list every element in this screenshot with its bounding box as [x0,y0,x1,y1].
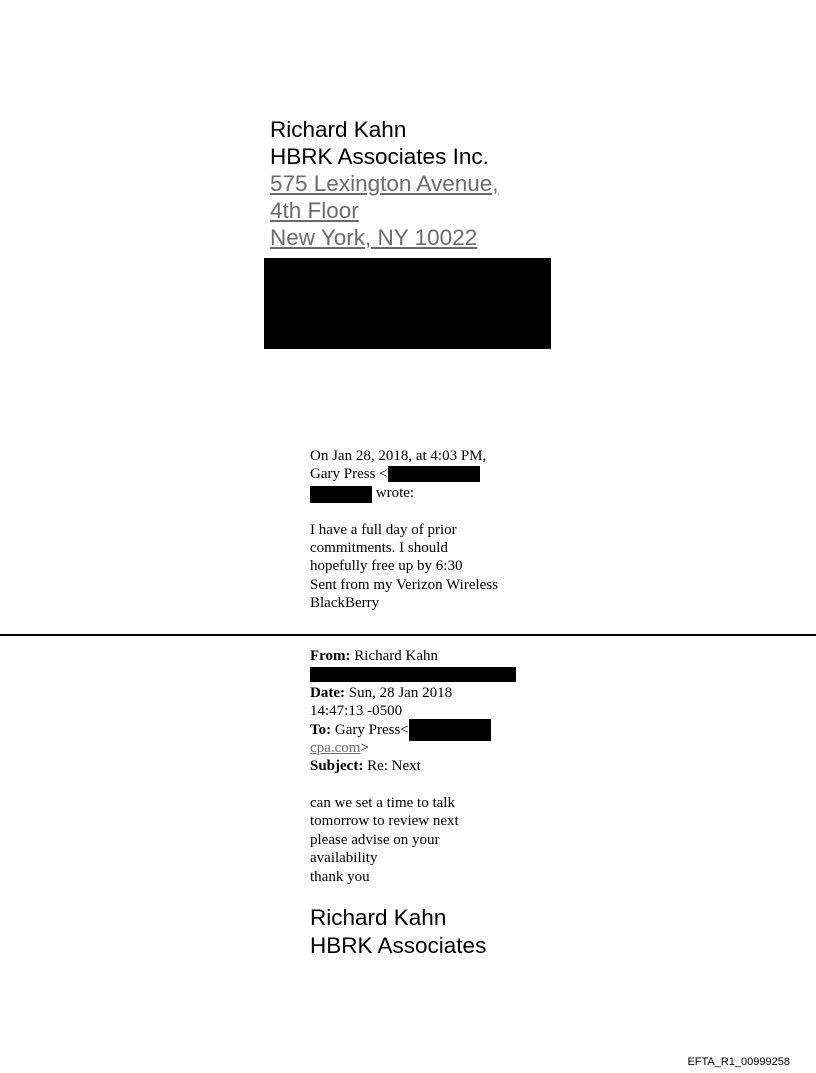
date-line [310,684,550,702]
message-header [310,647,550,776]
reply-body-line: I have a full day of prior [310,521,457,538]
body-line: can we set a time to talk [310,795,455,811]
subject-value: Re: Next [363,758,421,775]
address-line-2-link[interactable]: 4th Floor [270,198,359,223]
signature-name: Richard Kahn [310,905,447,930]
address-line-3-link[interactable]: New York, NY 10022 [270,225,478,250]
to-line [310,721,550,739]
address-line-1-link[interactable]: 575 Lexington Avenue, [270,171,499,196]
from-label: From: [310,648,351,664]
message-body [310,794,459,886]
reply-sender-name: Gary Press < [310,466,388,483]
signature-company: HBRK Associates Inc. [270,144,489,169]
redaction-box [264,258,551,349]
reply-header-line: On Jan 28, 2018, at 4:03 PM, [310,448,487,464]
to-value: Gary Press< [331,721,409,738]
from-value: Richard Kahn [350,648,439,664]
body-line: availability [310,850,378,867]
body-line: please advise on your [310,831,440,848]
to-close: > [360,739,369,756]
signature-company: HBRK Associates [310,933,487,958]
redaction-box [388,466,480,482]
signature-block [270,116,499,251]
from-email-line [310,665,550,683]
body-line: tomorrow to review next [310,813,459,830]
quoted-reply [310,447,550,613]
subject-label: Subject: [310,758,364,775]
date-label: Date: [310,684,345,701]
reply-body-line: commitments. I should [310,539,448,556]
redaction-box [409,719,491,741]
signature-block-2 [310,904,486,960]
redaction-box [310,486,372,503]
to-domain-line [310,739,550,757]
to-domain-link[interactable]: cpa.com [310,739,361,756]
to-label: To: [310,721,332,738]
subject-line [310,757,550,775]
reply-body-line: Sent from my Verizon Wireless [310,576,498,593]
reply-sender-line [310,465,550,483]
body-line: thank you [310,868,370,885]
reply-wrote-text: wrote: [372,484,415,501]
signature-name: Richard Kahn [270,117,407,142]
reply-body-line: BlackBerry [310,595,380,612]
from-line [310,647,550,665]
date-value: Sun, 28 Jan 2018 [344,684,453,701]
message-divider [0,634,816,636]
date-line-2: 14:47:13 -0500 [310,703,403,720]
reply-body-line: hopefully free up by 6:30 [310,558,463,575]
reply-wrote-line [310,484,550,502]
document-id: EFTA_R1_00999258 [687,1056,790,1068]
redaction-box [310,667,516,682]
